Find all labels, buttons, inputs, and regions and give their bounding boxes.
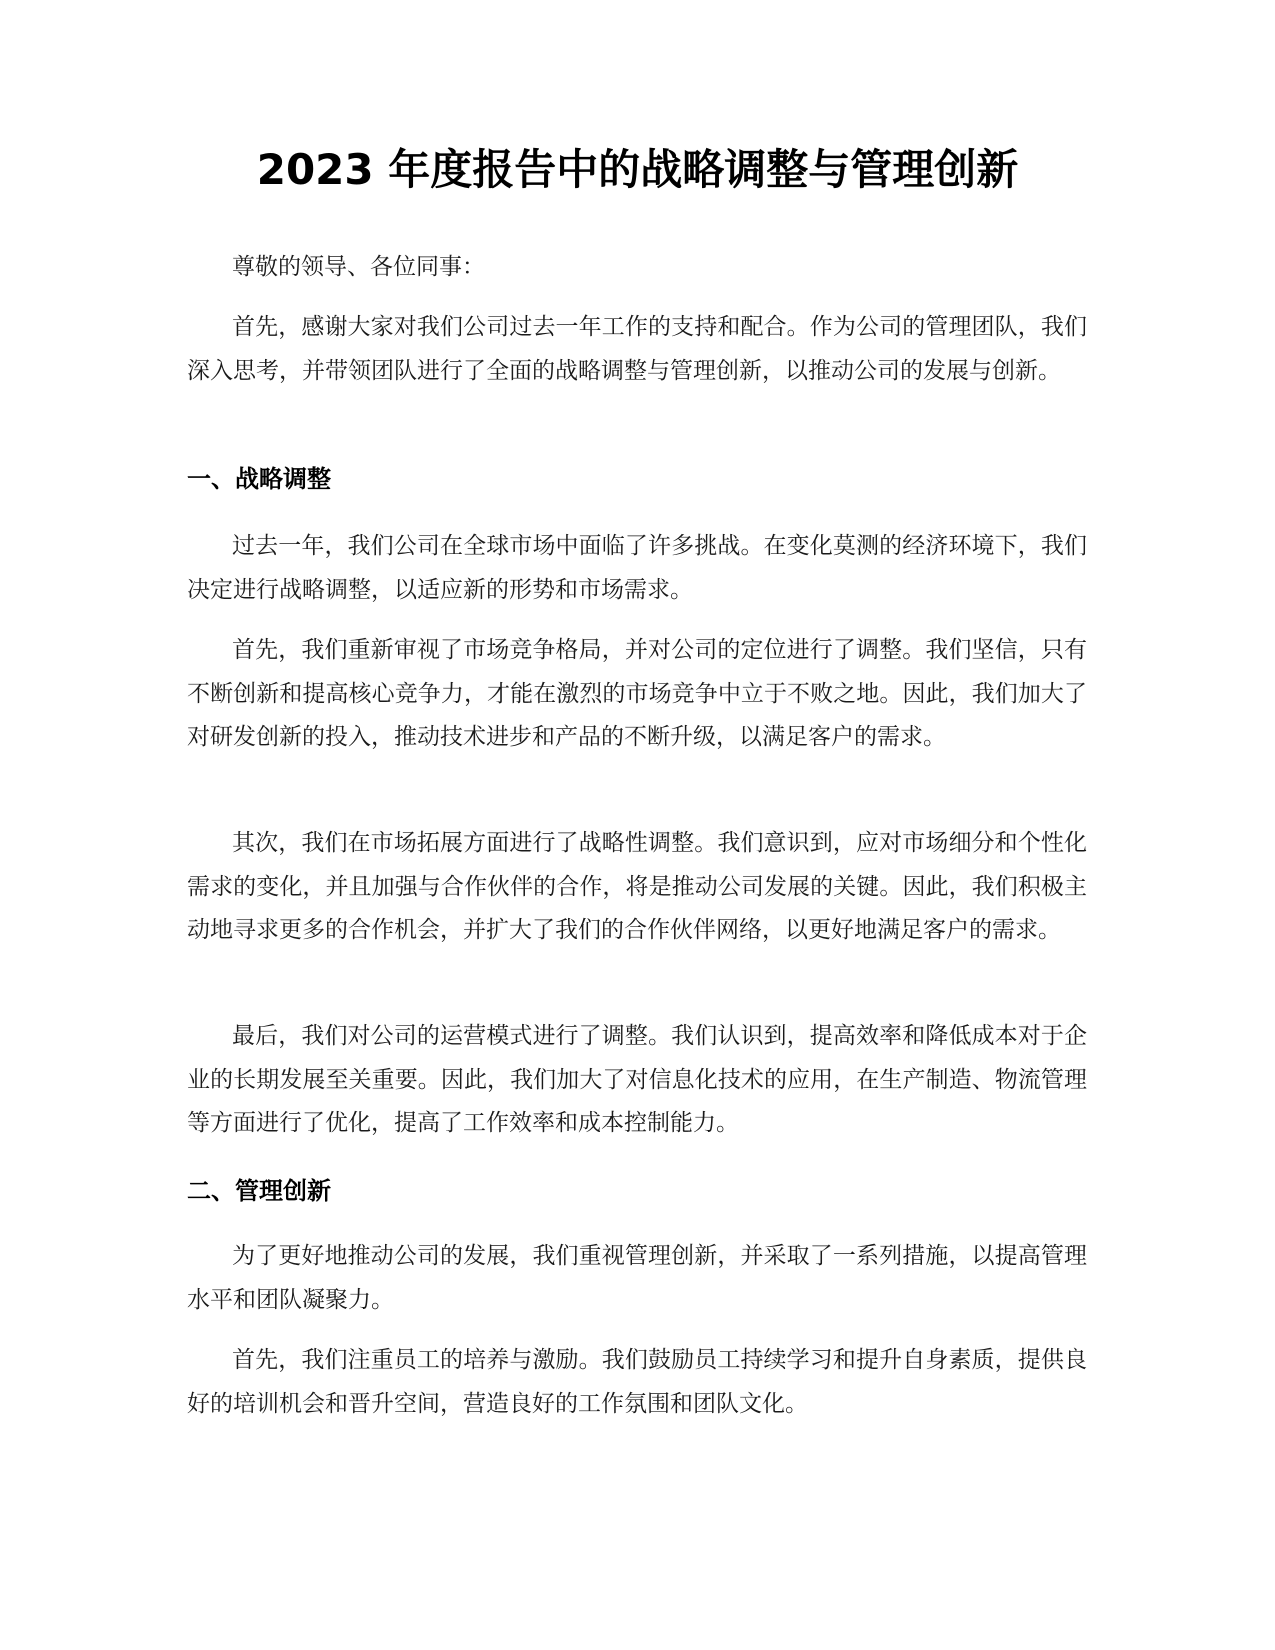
intro-paragraph: 首先，感谢大家对我们公司过去一年工作的支持和配合。作为公司的管理团队，我们深入思考，并带领团队进行了全面的战略调整与管理创新，以推动公司的发展与创新。 xyxy=(187,314,1087,384)
section-heading-management: 二、管理创新 xyxy=(187,1177,331,1205)
salutation: 尊敬的领导、各位同事： xyxy=(232,254,485,280)
management-paragraph: 为了更好地推动公司的发展，我们重视管理创新，并采取了一系列措施，以提高管理水平和团队凝聚力。 xyxy=(187,1243,1087,1313)
document-title: 2023 年度报告中的战略调整与管理创新 xyxy=(256,145,1019,194)
section-heading-strategy: 一、战略调整 xyxy=(187,465,331,493)
strategy-paragraph: 最后，我们对公司的运营模式进行了调整。我们认识到，提高效率和降低成本对于企业的长期发展至关重要。因此，我们加大了对信息化技术的应用，在生产制造、物流管理等方面进行了优化，提高了工作效率和成本控制能力。 xyxy=(187,1023,1087,1136)
strategy-paragraph: 其次，我们在市场拓展方面进行了战略性调整。我们意识到，应对市场细分和个性化需求的变化，并且加强与合作伙伴的合作，将是推动公司发展的关键。因此，我们积极主动地寻求更多的合作机会，并扩大了我们的合作伙伴网络，以更好地满足客户的需求。 xyxy=(187,830,1087,943)
management-paragraph: 首先，我们注重员工的培养与激励。我们鼓励员工持续学习和提升自身素质，提供良好的培训机会和晋升空间，营造良好的工作氛围和团队文化。 xyxy=(187,1347,1087,1417)
strategy-paragraph: 首先，我们重新审视了市场竞争格局，并对公司的定位进行了调整。我们坚信，只有不断创新和提高核心竞争力，才能在激烈的市场竞争中立于不败之地。因此，我们加大了对研发创新的投入，推动技术进步和产品的不断升级，以满足客户的需求。 xyxy=(187,637,1087,750)
strategy-paragraph: 过去一年，我们公司在全球市场中面临了许多挑战。在变化莫测的经济环境下，我们决定进行战略调整，以适应新的形势和市场需求。 xyxy=(187,533,1087,603)
